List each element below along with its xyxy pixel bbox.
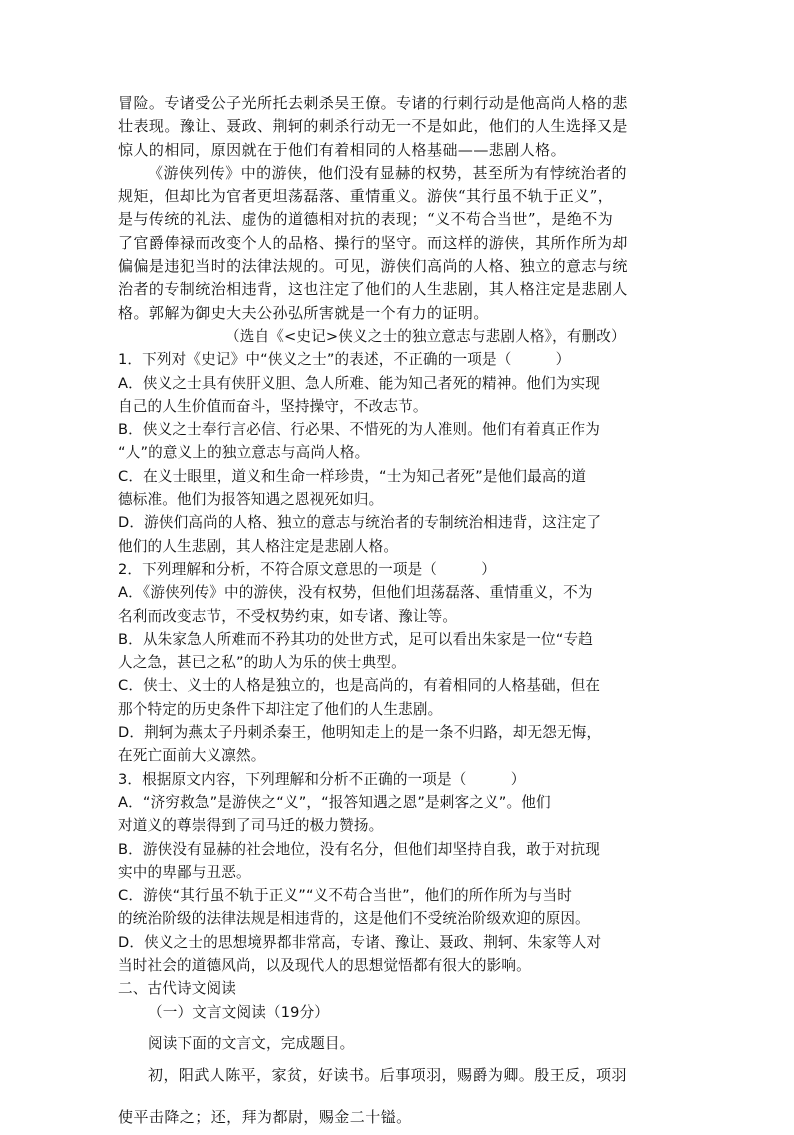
passage-line: 是与传统的礼法、虚伪的道德相对抗的表现；“义不苟合当世”，是绝不为 bbox=[118, 210, 614, 229]
passage-line: 冒险。专诸受公子光所托去刺杀吴王僚。专诸的行刺行动是他高尚人格的悲 bbox=[118, 94, 628, 112]
question-2-stem: 2．下列理解和分析，不符合原文意思的一项是（ ） bbox=[118, 560, 497, 578]
passage-line: 了官爵俸禄而改变个人的品格、操行的坚守。而这样的游侠，其所作所为却 bbox=[118, 233, 628, 252]
question-1-option: 他们的人生悲剧，其人格注定是悲剧人格。 bbox=[118, 537, 399, 555]
question-3-stem: 3．根据原文内容，下列理解和分析不正确的一项是（ ） bbox=[118, 770, 526, 788]
passage-line: 规矩，但却比为官者更坦荡磊落、重情重义。游侠“其行虽不轨于正义”， bbox=[118, 187, 614, 206]
passage-line: 治者的专制统治相违背，这也注定了他们的人生悲剧，其人格注定是悲剧人 bbox=[118, 280, 628, 299]
question-3-option: B．游侠没有显赫的社会地位，没有名分，但他们却坚持自我，敢于对抗现 bbox=[118, 840, 600, 858]
question-3-option: 当时社会的道德风尚，以及现代人的思想觉悟都有很大的影响。 bbox=[118, 956, 531, 974]
document-page bbox=[118, 92, 678, 1135]
passage-line: 壮表现。豫让、聂政、荆轲的刺杀行动无一不是如此，他们的人生选择又是 bbox=[118, 117, 628, 136]
question-1-option: 自己的人生价值而奋斗，坚持操守，不改志节。 bbox=[118, 397, 428, 415]
question-1-option: “人”的意义上的独立意志与高尚人格。 bbox=[118, 444, 370, 462]
question-3-option: C．游侠“其行虽不轨于正义”“义不苟合当世”，他们的所作所为与当时 bbox=[118, 887, 573, 905]
section-title: 二、古代诗文阅读 bbox=[118, 980, 236, 998]
question-3-option: 实中的卑鄙与丑恶。 bbox=[118, 863, 251, 881]
instruction-text: 阅读下面的文言文，完成题目。 bbox=[148, 1034, 355, 1052]
question-3-option: D．侠义之士的思想境界都非常高，专诸、豫让、聂政、荆轲、朱家等人对 bbox=[118, 933, 602, 951]
passage-line: 偏偏是违犯当时的法律法规的。可见，游侠们高尚的人格、独立的意志与统 bbox=[118, 257, 628, 276]
question-1-option: A．侠义之士具有侠肝义胆、急人所难、能为知己者死的精神。他们为实现 bbox=[118, 374, 600, 392]
passage-line: 《游侠列传》中的游侠，他们没有显赫的权势，甚至所为有悖统治者的 bbox=[148, 163, 627, 182]
question-2-option: 人之急，甚已之私”的助人为乐的侠士典型。 bbox=[118, 654, 406, 672]
question-1-option: D．游侠们高尚的人格、独立的意志与统治者的专制统治相违背，这注定了 bbox=[118, 514, 602, 532]
question-2-option: 那个特定的历史条件下却注定了他们的人生悲剧。 bbox=[118, 700, 443, 718]
question-1-option: C．在义士眼里，道义和生命一样珍贵，“士为知己者死”是他们最高的道 bbox=[118, 467, 587, 485]
question-3-option: 的统治阶级的法律法规是相违背的，这是他们不受统治阶级欢迎的原因。 bbox=[118, 910, 590, 928]
question-2-option: B．从朱家急人所难而不矜其功的处世方式，足可以看出朱家是一位“专趋 bbox=[118, 630, 593, 648]
question-3-option: A．“济穷救急”是游侠之“义”，“报答知遇之恩”是刺客之义”。他们 bbox=[118, 793, 551, 811]
question-2-option: C．侠士、义士的人格是独立的，也是高尚的，有着相同的人格基础，但在 bbox=[118, 677, 601, 695]
question-2-option: 名利而改变志节，不受权势约束，如专诸、豫让等。 bbox=[118, 607, 458, 625]
question-2-option: A．《游侠列传》中的游侠，没有权势，但他们坦荡磊落、重情重义，不为 bbox=[118, 584, 593, 602]
question-2-option: D．荆轲为燕太子丹刺杀秦王，他明知走上的是一条不归路，却无怨无悔， bbox=[118, 724, 602, 742]
question-1-option: 德标准。他们为报答知遇之恩视死如归。 bbox=[118, 491, 384, 509]
classical-text-line: 使平击降之；还，拜为都尉，赐金二十镒。 bbox=[118, 1108, 412, 1127]
source-citation: （选自《<史记>侠义之士的独立意志与悲剧人格》，有删改） bbox=[225, 327, 626, 345]
passage-line: 格。郭解为御史大夫公孙弘所害就是一个有力的证明。 bbox=[118, 303, 489, 322]
question-3-option: 对道义的尊崇得到了司马迁的极力赞扬。 bbox=[118, 817, 384, 835]
question-1-option: B．侠义之士奉行言必信、行必果、不惜死的为人准则。他们有着真正作为 bbox=[118, 421, 600, 439]
subsection-title: （一）文言文阅读（19分） bbox=[148, 1003, 330, 1021]
question-2-option: 在死亡面前大义凛然。 bbox=[118, 747, 266, 765]
classical-text-line: 初，阳武人陈平，家贫，好读书。后事项羽，赐爵为卿。殷王反，项羽 bbox=[148, 1066, 627, 1085]
question-1-stem: 1．下列对《史记》中“侠义之士”的表述，不正确的一项是（ ） bbox=[118, 351, 571, 369]
passage-line: 惊人的相同，原因就在于他们有着相同的人格基础——悲剧人格。 bbox=[118, 140, 567, 159]
